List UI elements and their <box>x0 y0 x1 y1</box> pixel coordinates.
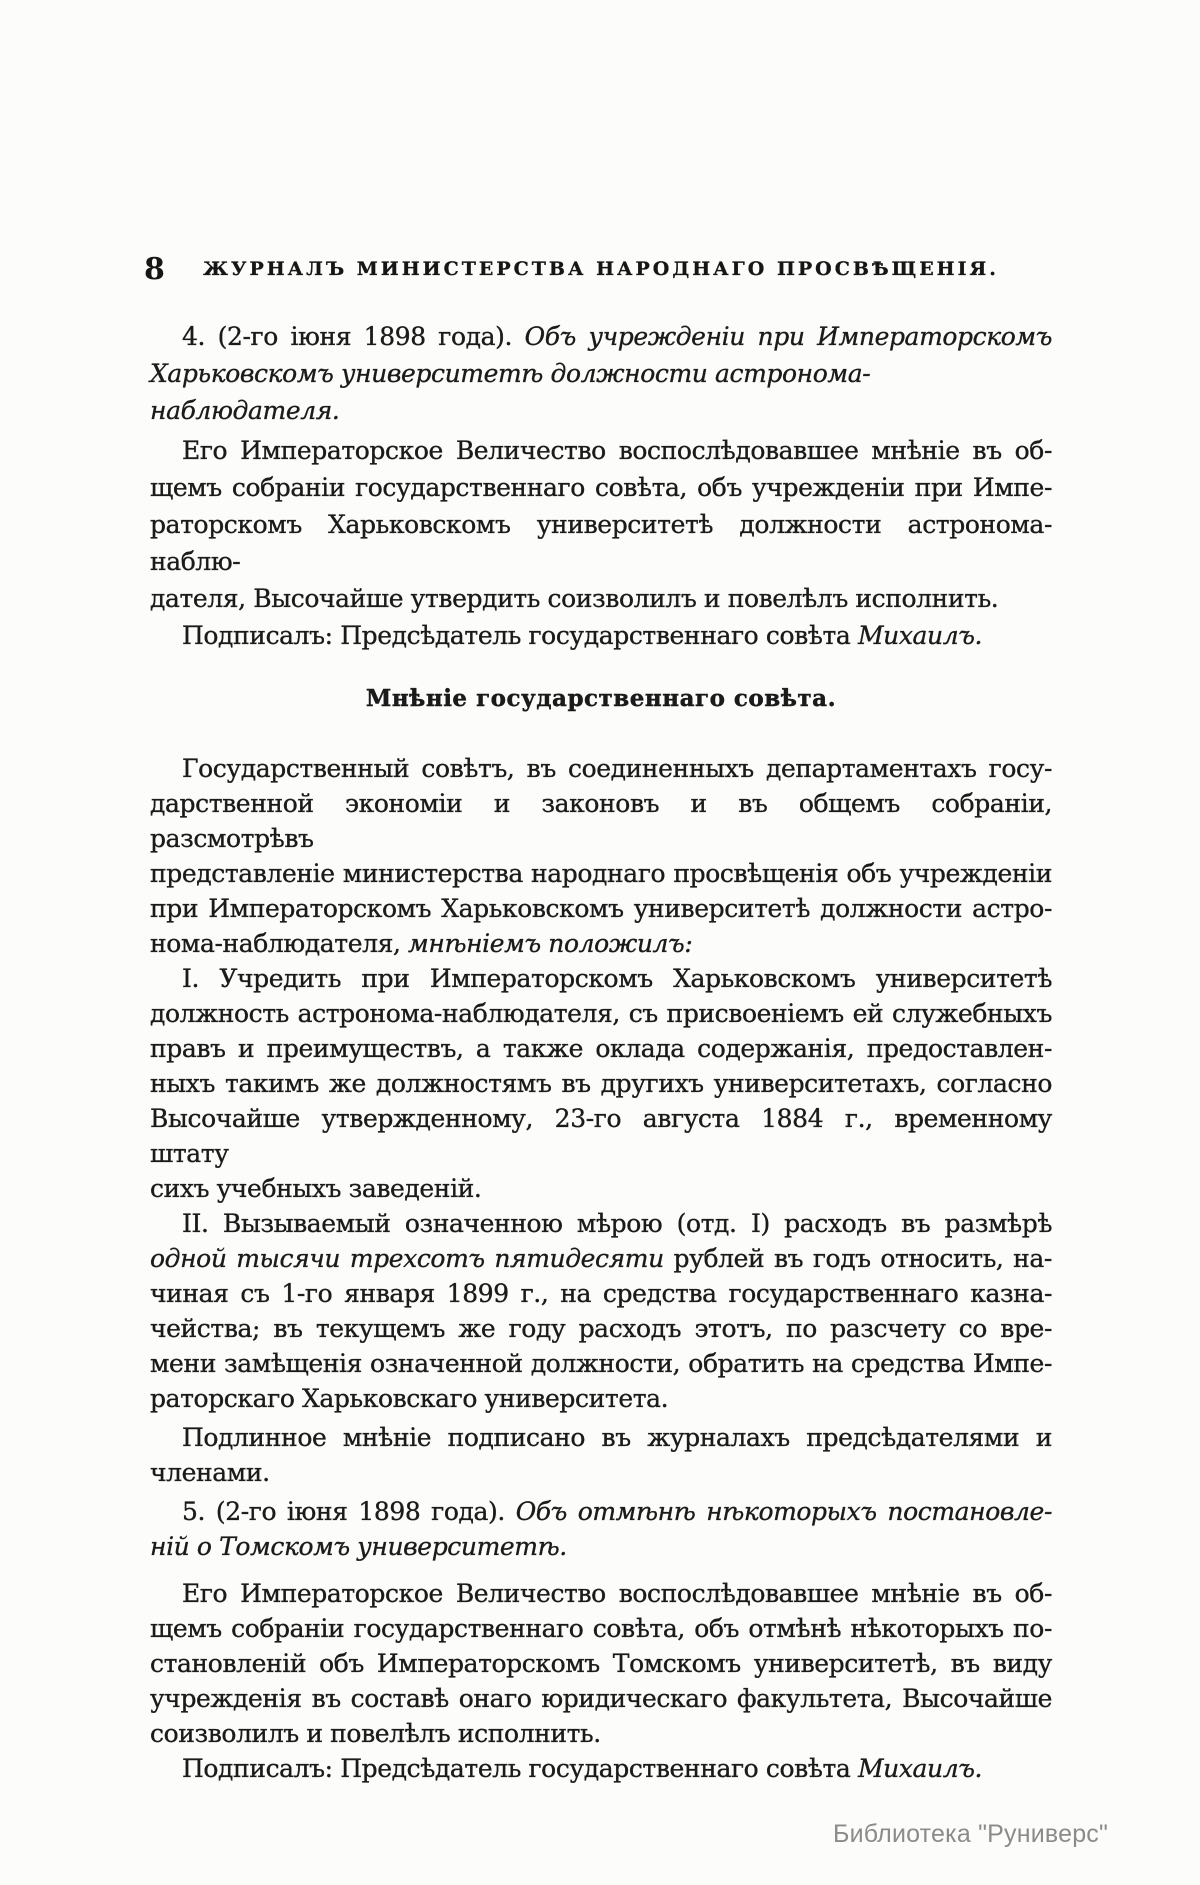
text-run: Его Императорское Величество воспослѣдовавшее мнѣніе въ об- <box>182 436 1052 465</box>
text-line <box>150 318 1052 355</box>
text-line <box>150 891 1052 926</box>
text-run: правъ и преимуществъ, а также оклада содержанія, предоставлен- <box>150 1034 1052 1063</box>
text-run: II. Вызываемый означенною мѣрою (отд. I) расходъ въ размѣрѣ <box>182 1209 1052 1238</box>
paragraph <box>150 1576 1052 1751</box>
text-line <box>150 996 1052 1031</box>
text-run: щемъ собраніи государственнаго совѣта, объ отмѣнѣ нѣкоторыхъ по- <box>150 1614 1052 1643</box>
paragraph <box>150 1751 1052 1786</box>
library-watermark: Библиотека "Руниверс" <box>833 1820 1109 1848</box>
page-header <box>144 252 1052 287</box>
text-line <box>150 1381 1052 1416</box>
paragraph <box>150 617 1052 654</box>
text-line <box>150 1455 1052 1490</box>
text-line <box>150 786 1052 856</box>
text-line <box>150 1576 1052 1611</box>
text-line <box>150 469 1052 506</box>
text-run: Высочайше утвержденному, 23-го августа 1884 г., временному штату <box>150 1104 1052 1168</box>
text-run: должность астронома-наблюдателя, съ присвоеніемъ ей служебныхъ <box>150 999 1052 1028</box>
entry-title <box>150 1494 1052 1564</box>
text-run: Мнѣніе государственнаго совѣта. <box>365 685 837 712</box>
paragraph <box>150 961 1052 1206</box>
text-run: рублей въ годъ относить, на- <box>673 1244 1052 1273</box>
text-run: Подписалъ: Предсѣдатель государственнаго совѣта <box>182 621 858 650</box>
page-number: 8 <box>144 252 165 287</box>
text-run: Его Императорское Величество воспослѣдовавшее мнѣніе въ об- <box>182 1579 1052 1608</box>
text-line <box>150 1611 1052 1646</box>
running-header: ЖУРНАЛЪ МИНИСТЕРСТВА НАРОДНАГО ПРОСВѢЩЕНІЯ. <box>203 258 999 280</box>
text-run: Михаилъ. <box>857 621 983 650</box>
text-line <box>150 961 1052 996</box>
text-line <box>150 1681 1052 1716</box>
paragraph <box>150 432 1052 617</box>
text-run: I. Учредить при Императорскомъ Харьковскомъ университетѣ <box>182 964 1052 993</box>
text-line <box>150 432 1052 469</box>
text-line <box>150 1276 1052 1311</box>
text-line <box>150 1311 1052 1346</box>
text-run: соизволилъ и повелѣлъ исполнить. <box>150 1719 601 1748</box>
text-run: Михаилъ. <box>857 1754 983 1783</box>
text-line <box>150 355 1052 429</box>
text-run: Подлинное мнѣніе подписано въ журналахъ предсѣдателями и <box>182 1423 1052 1452</box>
text-line <box>150 684 1052 714</box>
text-run: дателя, Высочайше утвердить соизволилъ и повелѣлъ исполнить. <box>150 584 999 613</box>
text-line <box>150 1101 1052 1171</box>
text-run: 5. (2-го іюня 1898 года). <box>182 1497 516 1526</box>
text-line <box>150 1066 1052 1101</box>
text-line <box>150 926 1052 961</box>
text-line <box>150 1420 1052 1455</box>
text-run: при Императорскомъ Харьковскомъ университетѣ должности астро- <box>150 894 1052 923</box>
paragraph <box>150 1206 1052 1416</box>
text-run: одной тысячи трехсотъ пятидесяти <box>150 1244 674 1273</box>
text-run: Объ учрежденіи при Императорскомъ <box>524 322 1052 351</box>
text-line <box>150 617 1052 654</box>
text-run: представленіе министерства народнаго просвѣщенія объ учрежденіи <box>150 859 1052 888</box>
text-line <box>150 1646 1052 1681</box>
text-run: Объ отмѣнѣ нѣкоторыхъ постановле- <box>515 1497 1052 1526</box>
text-run: чейства; въ текущемъ же году расходъ этотъ, по разсчету со вре- <box>150 1314 1052 1343</box>
text-line <box>150 1171 1052 1206</box>
text-run: Харьковскомъ университетѣ должности астронома-наблюдателя. <box>150 359 871 425</box>
text-run: Государственный совѣтъ, въ соединенныхъ департаментахъ госу- <box>182 754 1052 783</box>
text-run: сихъ учебныхъ заведеній. <box>150 1174 482 1203</box>
text-line <box>150 1206 1052 1241</box>
heading <box>150 684 1052 714</box>
text-run: 4. (2-го іюня 1898 года). <box>182 322 525 351</box>
text-run: щемъ собраніи государственнаго совѣта, объ учрежденіи при Импе- <box>150 473 1052 502</box>
text-run: ныхъ такимъ же должностямъ въ другихъ университетахъ, согласно <box>150 1069 1052 1098</box>
text-line <box>150 1494 1052 1529</box>
paragraph <box>150 1420 1052 1490</box>
paragraph <box>150 751 1052 961</box>
text-line <box>150 1716 1052 1751</box>
text-line <box>150 751 1052 786</box>
text-line <box>150 1346 1052 1381</box>
text-run: нома-наблюдателя, <box>150 929 409 958</box>
text-line <box>150 1751 1052 1786</box>
entry-title <box>150 318 1052 429</box>
text-run: мени замѣщенія означенной должности, обратить на средства Импе- <box>150 1349 1052 1378</box>
text-line <box>150 1031 1052 1066</box>
document-body <box>150 318 1052 1786</box>
text-line <box>150 580 1052 617</box>
text-run: раторскомъ Харьковскомъ университетѣ должности астронома-наблю- <box>150 510 1052 576</box>
text-run: мнѣніемъ положилъ: <box>408 929 693 958</box>
text-line <box>150 1529 1052 1564</box>
text-run: членами. <box>150 1458 270 1487</box>
text-run: раторскаго Харьковскаго университета. <box>150 1384 669 1413</box>
text-run: Подписалъ: Предсѣдатель государственнаго совѣта <box>182 1754 858 1783</box>
text-line <box>150 506 1052 580</box>
text-line <box>150 856 1052 891</box>
text-run: становленій объ Императорскомъ Томскомъ университетѣ, въ виду <box>150 1649 1052 1678</box>
page-content <box>144 252 1052 1786</box>
text-run: дарственной экономіи и законовъ и въ общемъ собраніи, разсмотрѣвъ <box>150 789 1052 853</box>
text-run: чиная съ 1-го января 1899 г., на средства государственнаго казна- <box>150 1279 1052 1308</box>
text-line <box>150 1241 1052 1276</box>
text-run: учрежденія въ составѣ онаго юридическаго факультета, Высочайше <box>150 1684 1052 1713</box>
text-run: ній о Томскомъ университетѣ. <box>150 1532 567 1561</box>
